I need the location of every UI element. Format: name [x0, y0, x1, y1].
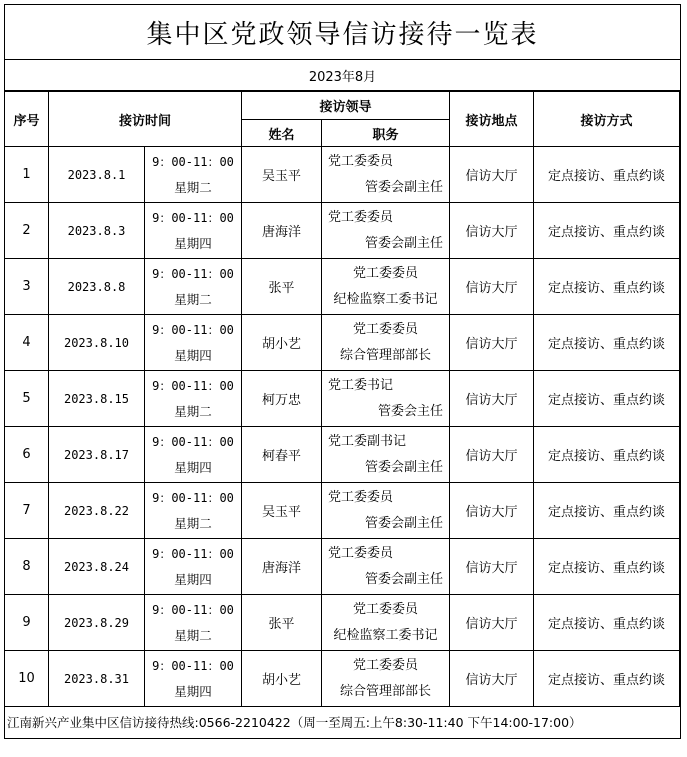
position-cell: [322, 147, 450, 203]
time-range: 9：00-11：00: [152, 602, 234, 617]
position-cell: [322, 595, 450, 651]
date-cell: 2023.8.24: [49, 539, 145, 595]
method-cell: 定点接访、重点约谈: [534, 427, 680, 483]
table-row: [5, 203, 680, 259]
position-line-1: 党工委委员: [353, 321, 419, 337]
position-line-1: 党工委委员: [353, 657, 419, 673]
method-cell: 定点接访、重点约谈: [534, 539, 680, 595]
header-location: 接访地点: [450, 92, 534, 147]
position-cell: [322, 203, 450, 259]
method-cell: 定点接访、重点约谈: [534, 315, 680, 371]
position-line-2: 纪检监察工委书记: [333, 291, 438, 307]
position-cell: [322, 539, 450, 595]
weekday: 星期二: [174, 291, 212, 307]
date-cell: 2023.8.10: [49, 315, 145, 371]
table-row: [5, 315, 680, 371]
location-cell: 信访大厅: [450, 315, 534, 371]
time-range: 9：00-11：00: [152, 378, 234, 393]
time-range: 9：00-11：00: [152, 322, 234, 337]
method-cell: 定点接访、重点约谈: [534, 651, 680, 707]
time-range: 9：00-11：00: [152, 210, 234, 225]
header-method: 接访方式: [534, 92, 680, 147]
time-range: 9：00-11：00: [152, 154, 234, 169]
seq-cell: 10: [5, 651, 49, 707]
time-cell: [145, 595, 242, 651]
date-cell: 2023.8.17: [49, 427, 145, 483]
leader-name-cell: 张平: [242, 259, 322, 315]
header-position: 职务: [322, 120, 450, 147]
method-cell: 定点接访、重点约谈: [534, 203, 680, 259]
position-line-2: 综合管理部部长: [340, 683, 432, 699]
leader-name-cell: 柯万忠: [242, 371, 322, 427]
method-cell: 定点接访、重点约谈: [534, 371, 680, 427]
date-cell: 2023.8.31: [49, 651, 145, 707]
weekday: 星期二: [174, 179, 212, 195]
table-row: [5, 651, 680, 707]
weekday: 星期二: [174, 515, 212, 531]
weekday: 星期四: [174, 459, 212, 475]
method-cell: 定点接访、重点约谈: [534, 595, 680, 651]
table-row: [5, 147, 680, 203]
weekday: 星期四: [174, 571, 212, 587]
position-cell: [322, 483, 450, 539]
location-cell: 信访大厅: [450, 595, 534, 651]
leader-name-cell: 胡小艺: [242, 651, 322, 707]
weekday: 星期四: [174, 683, 212, 699]
weekday: 星期二: [174, 403, 212, 419]
header-seq: 序号: [5, 92, 49, 147]
table-row: [5, 427, 680, 483]
weekday: 星期四: [174, 235, 212, 251]
time-range: 9：00-11：00: [152, 266, 234, 281]
time-cell: [145, 259, 242, 315]
table-row: [5, 371, 680, 427]
table-row: [5, 259, 680, 315]
position-line-2: 综合管理部部长: [340, 347, 432, 363]
location-cell: 信访大厅: [450, 203, 534, 259]
position-line-2: 管委会副主任: [365, 179, 444, 195]
table-row: [5, 483, 680, 539]
position-cell: [322, 259, 450, 315]
table-body: [5, 147, 680, 707]
date-cell: 2023.8.1: [49, 147, 145, 203]
date-cell: 2023.8.29: [49, 595, 145, 651]
header-time: 接访时间: [49, 92, 242, 147]
seq-cell: 7: [5, 483, 49, 539]
method-cell: 定点接访、重点约谈: [534, 147, 680, 203]
position-line-2: 管委会副主任: [365, 515, 444, 531]
position-line-2: 管委会副主任: [365, 235, 444, 251]
position-cell: [322, 427, 450, 483]
leader-name-cell: 柯春平: [242, 427, 322, 483]
seq-cell: 4: [5, 315, 49, 371]
position-line-1: 党工委委员: [328, 545, 394, 561]
header-leader: 接访领导: [242, 92, 450, 120]
date-cell: 2023.8.15: [49, 371, 145, 427]
time-cell: [145, 539, 242, 595]
leader-name-cell: 唐海洋: [242, 539, 322, 595]
time-range: 9：00-11：00: [152, 490, 234, 505]
hotline-footer: 江南新兴产业集中区信访接待热线:0566-2210422（周一至周五:上午8:30-11:40 下午14:00-17:00）: [7, 715, 582, 730]
location-cell: 信访大厅: [450, 259, 534, 315]
location-cell: 信访大厅: [450, 651, 534, 707]
position-line-2: 管委会副主任: [365, 571, 444, 587]
table-row: [5, 539, 680, 595]
location-cell: 信访大厅: [450, 147, 534, 203]
time-cell: [145, 147, 242, 203]
time-cell: [145, 483, 242, 539]
time-cell: [145, 427, 242, 483]
month-label: 2023年8月: [5, 60, 680, 91]
weekday: 星期四: [174, 347, 212, 363]
time-cell: [145, 651, 242, 707]
seq-cell: 8: [5, 539, 49, 595]
location-cell: 信访大厅: [450, 371, 534, 427]
time-range: 9：00-11：00: [152, 434, 234, 449]
leader-name-cell: 吴玉平: [242, 483, 322, 539]
location-cell: 信访大厅: [450, 483, 534, 539]
method-cell: 定点接访、重点约谈: [534, 259, 680, 315]
position-line-1: 党工委副书记: [328, 433, 407, 449]
location-cell: 信访大厅: [450, 539, 534, 595]
schedule-table: [4, 91, 680, 707]
seq-cell: 9: [5, 595, 49, 651]
position-cell: [322, 651, 450, 707]
position-line-2: 纪检监察工委书记: [333, 627, 438, 643]
time-cell: [145, 203, 242, 259]
seq-cell: 5: [5, 371, 49, 427]
position-line-1: 党工委委员: [328, 489, 394, 505]
position-line-1: 党工委委员: [328, 209, 394, 225]
location-cell: 信访大厅: [450, 427, 534, 483]
method-cell: 定点接访、重点约谈: [534, 483, 680, 539]
leader-name-cell: 唐海洋: [242, 203, 322, 259]
date-cell: 2023.8.8: [49, 259, 145, 315]
position-line-1: 党工委委员: [353, 601, 419, 617]
leader-name-cell: 张平: [242, 595, 322, 651]
seq-cell: 6: [5, 427, 49, 483]
time-cell: [145, 371, 242, 427]
position-line-1: 党工委委员: [353, 265, 419, 281]
header-name: 姓名: [242, 120, 322, 147]
position-line-1: 党工委委员: [328, 153, 394, 169]
position-cell: [322, 315, 450, 371]
date-cell: 2023.8.22: [49, 483, 145, 539]
seq-cell: 1: [5, 147, 49, 203]
time-range: 9：00-11：00: [152, 658, 234, 673]
seq-cell: 3: [5, 259, 49, 315]
leader-name-cell: 吴玉平: [242, 147, 322, 203]
position-line-1: 党工委书记: [328, 377, 394, 393]
reception-schedule-sheet: [4, 4, 681, 739]
date-cell: 2023.8.3: [49, 203, 145, 259]
seq-cell: 2: [5, 203, 49, 259]
position-line-2: 管委会副主任: [365, 459, 444, 475]
page-title: 集中区党政领导信访接待一览表: [5, 5, 680, 60]
position-line-2: 管委会主任: [378, 403, 444, 419]
leader-name-cell: 胡小艺: [242, 315, 322, 371]
position-cell: [322, 371, 450, 427]
time-range: 9：00-11：00: [152, 546, 234, 561]
table-row: [5, 595, 680, 651]
weekday: 星期二: [174, 627, 212, 643]
time-cell: [145, 315, 242, 371]
